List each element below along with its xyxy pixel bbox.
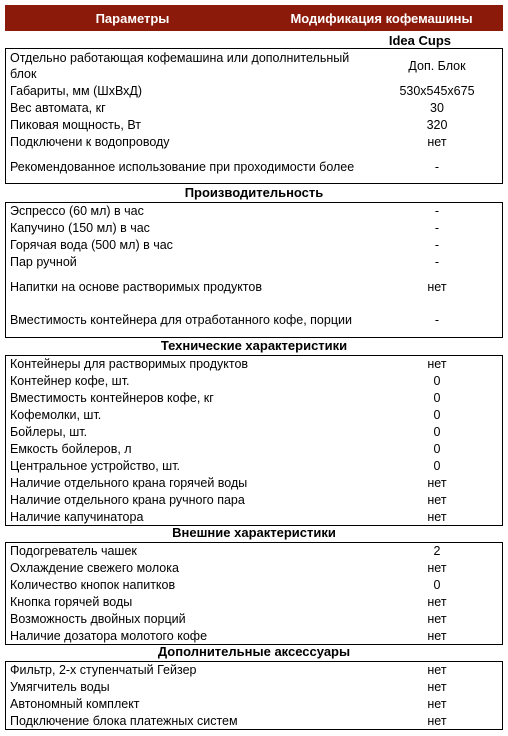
row-value: 30 <box>430 101 444 115</box>
row-value: нет <box>427 509 447 524</box>
row-value: нет <box>427 713 447 728</box>
table-row <box>6 304 503 338</box>
table-row <box>6 117 503 134</box>
row-value: - <box>434 238 440 252</box>
row-label: Контейнеры для растворимых продуктов <box>10 357 249 372</box>
header-params: Параметры <box>95 10 170 26</box>
technical-table <box>5 355 503 526</box>
row-label: Возможность двойных порций <box>10 612 186 626</box>
row-value: - <box>434 313 440 328</box>
row-label: Горячая вода (500 мл) в час <box>10 238 173 252</box>
model-name: Idea Cups <box>388 33 451 48</box>
table-row <box>6 611 503 628</box>
table-row <box>6 373 503 390</box>
row-value: нет <box>427 680 447 694</box>
table-row <box>6 662 503 679</box>
model-row <box>5 33 503 48</box>
general-table <box>5 48 503 184</box>
table-row <box>6 441 503 458</box>
row-label: Вес автомата, кг <box>10 101 106 115</box>
row-label: Вместимость контейнеров кофе, кг <box>10 391 214 405</box>
section-title-technical: Технические характеристики <box>160 338 348 353</box>
row-label: Напитки на основе растворимых продуктов <box>10 280 262 294</box>
row-label: Капучино (150 мл) в час <box>10 221 150 235</box>
row-label: Отдельно работающая кофемашина или дополнительный блок <box>10 50 350 81</box>
table-row <box>6 134 503 151</box>
table-row <box>6 100 503 117</box>
table-row <box>6 475 503 492</box>
row-value: 0 <box>433 374 441 388</box>
table-row <box>6 679 503 696</box>
row-label: Фильтр, 2-х ступенчатый Гейзер <box>10 663 197 678</box>
row-value: 0 <box>433 459 441 473</box>
table-row <box>6 424 503 441</box>
row-value: нет <box>427 612 447 626</box>
table-row <box>6 628 503 645</box>
row-value: 320 <box>426 118 448 132</box>
table-row <box>6 509 503 526</box>
table-row <box>6 237 503 254</box>
table-row <box>6 407 503 424</box>
exterior-table <box>5 542 503 645</box>
table-row <box>6 271 503 304</box>
table-row <box>6 594 503 611</box>
row-label: Кнопка горячей воды <box>10 595 133 609</box>
row-value: 0 <box>433 391 441 405</box>
table-row <box>6 458 503 475</box>
row-value: нет <box>427 628 447 643</box>
table-row <box>6 577 503 594</box>
row-label: Кофемолки, шт. <box>10 408 102 422</box>
table-row <box>6 203 503 220</box>
row-value: - <box>434 159 440 174</box>
accessories-table <box>5 661 503 730</box>
row-label: Рекомендованное использование при проходимости более <box>10 159 355 174</box>
row-value: 0 <box>433 442 441 456</box>
row-label: Вместимость контейнера для отработанного кофе, порции <box>10 313 352 328</box>
table-row <box>6 543 503 560</box>
row-label: Пар ручной <box>10 255 77 269</box>
performance-table <box>5 202 503 338</box>
row-value: нет <box>427 493 447 507</box>
row-value: 0 <box>433 578 441 592</box>
row-label: Наличие отдельного крана горячей воды <box>10 476 248 490</box>
table-row <box>6 713 503 730</box>
row-label: Габариты, мм (ШхВхД) <box>10 84 143 98</box>
row-value: нет <box>427 595 447 609</box>
row-label: Подключени к водопроводу <box>10 135 170 149</box>
table-header <box>5 5 503 31</box>
row-value: Доп. Блок <box>408 58 466 73</box>
row-label: Наличие дозатора молотого кофе <box>10 628 208 643</box>
row-label: Контейнер кофе, шт. <box>10 374 130 388</box>
header-model: Модификация кофемашины <box>290 10 473 26</box>
section-title-accessories: Дополнительные аксессуары <box>157 644 351 659</box>
table-row <box>6 254 503 271</box>
row-value: 530х545х675 <box>399 84 475 98</box>
row-value: 2 <box>433 544 441 559</box>
row-label: Центральное устройство, шт. <box>10 459 181 473</box>
row-label: Наличие капучинатора <box>10 509 144 524</box>
row-label: Эспрессо (60 мл) в час <box>10 204 144 219</box>
table-row <box>6 356 503 373</box>
row-label: Емкость бойлеров, л <box>10 442 132 456</box>
row-label: Наличие отдельного крана ручного пара <box>10 493 245 507</box>
row-label: Бойлеры, шт. <box>10 425 88 439</box>
row-label: Количество кнопок напитков <box>10 578 176 592</box>
row-value: нет <box>427 663 447 678</box>
row-value: - <box>434 221 440 235</box>
row-label: Подогреватель чашек <box>10 544 137 559</box>
row-label: Умягчитель воды <box>10 680 110 694</box>
table-row <box>6 83 503 100</box>
row-value: нет <box>427 561 447 575</box>
row-value: 0 <box>433 408 441 422</box>
table-row <box>6 492 503 509</box>
table-row <box>6 151 503 184</box>
row-value: нет <box>427 476 447 490</box>
table-row <box>6 696 503 713</box>
row-value: нет <box>427 697 447 711</box>
row-label: Автономный комплект <box>10 697 140 711</box>
row-value: - <box>434 255 440 269</box>
table-row <box>6 49 503 83</box>
row-value: нет <box>427 135 447 149</box>
row-label: Подключение блока платежных систем <box>10 713 238 728</box>
row-value: - <box>434 204 440 219</box>
row-label: Пиковая мощность, Вт <box>10 118 141 132</box>
row-value: 0 <box>433 425 441 439</box>
section-title-performance: Производительность <box>184 185 324 200</box>
row-value: нет <box>427 357 447 372</box>
row-label: Охлаждение свежего молока <box>10 561 179 575</box>
table-row <box>6 560 503 577</box>
table-row <box>6 390 503 407</box>
row-value: нет <box>427 280 447 294</box>
section-title-exterior: Внешние характеристики <box>172 525 336 540</box>
table-row <box>6 220 503 237</box>
